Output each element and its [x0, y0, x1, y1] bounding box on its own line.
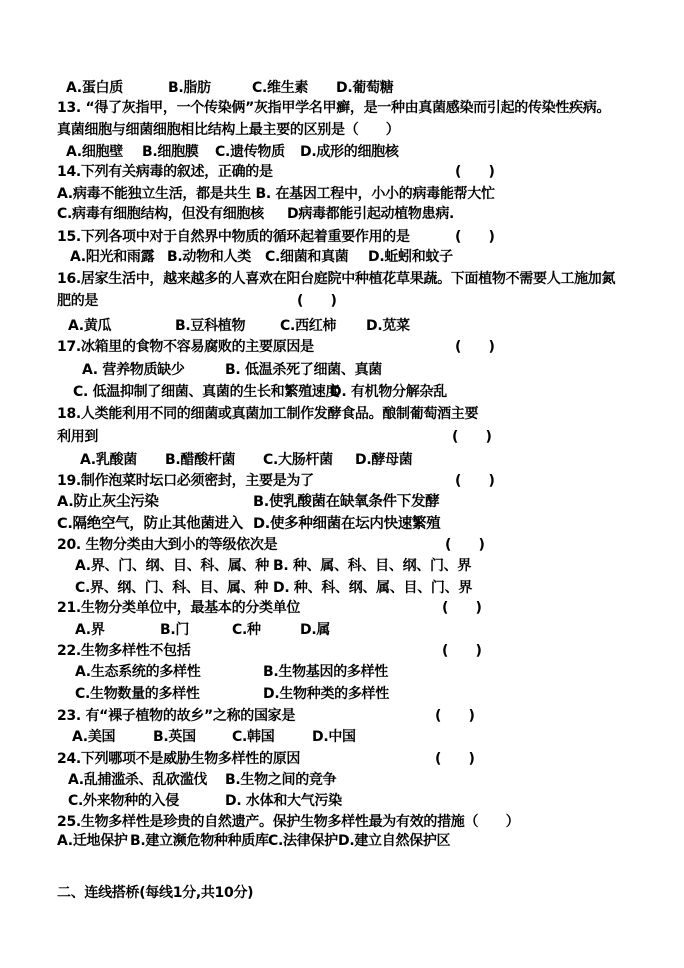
- option: A.防止灰尘污染: [57, 494, 159, 510]
- option: C.大肠杆菌: [263, 452, 333, 468]
- option: D. 种、科、纲、属、目、门、界: [273, 580, 473, 596]
- option: D.苋菜: [366, 318, 410, 334]
- option: B.动物和人类: [167, 249, 251, 265]
- answer-blank: ( ): [442, 643, 482, 659]
- answer-blank: ( ): [435, 708, 475, 724]
- question-stem: 17.冰箱里的食物不容易腐败的主要原因是: [57, 339, 314, 355]
- option: C.细菌和真菌: [265, 249, 349, 265]
- answer-blank: ( ): [452, 429, 492, 445]
- question-stem: 23. 有“裸子植物的故乡”之称的国家是: [57, 708, 296, 724]
- option: C.种: [232, 622, 261, 638]
- option: D.中国: [312, 729, 356, 745]
- option: A.病毒不能独立生活，都是共生 B. 在基因工程中，小小的病毒能帮大忙: [57, 186, 495, 202]
- option: B.建立濒危物种种质库: [130, 833, 269, 849]
- question-stem: 21.生物分类单位中，最基本的分类单位: [57, 600, 301, 616]
- question-stem: 16.居家生活中，越来越多的人喜欢在阳台庭院中种植花草果蔬。下面植物不需要人工施加氮: [57, 271, 616, 287]
- option: C.隔绝空气，防止其他菌进入: [57, 516, 243, 532]
- answer-blank: ( ): [455, 229, 495, 245]
- option: A.迁地保护: [57, 833, 128, 849]
- option: B.细胞膜: [142, 144, 199, 160]
- option: C.病毒有细胞结构，但没有细胞核: [57, 206, 264, 222]
- question-stem: 20. 生物分类由大到小的等级依次是: [57, 537, 278, 553]
- option: A.美国: [72, 729, 116, 745]
- option: D.建立自然保护区: [338, 833, 451, 849]
- question-stem: 肥的是: [57, 293, 99, 309]
- answer-blank: ( ): [455, 164, 495, 180]
- question-stem: 25.生物多样性是珍贵的自然遗产。保护生物多样性最为有效的措施（ ）: [57, 814, 520, 830]
- option: D病毒都能引起动植物患病.: [287, 206, 455, 222]
- option: C.界、纲、门、科、目、属、种: [75, 580, 269, 596]
- question-stem: 19.制作泡菜时坛口必须密封，主要是为了: [57, 473, 314, 489]
- option: D.葡萄糖: [336, 80, 394, 96]
- option: A.生态系统的多样性: [75, 664, 201, 680]
- answer-blank: ( ): [435, 751, 475, 767]
- option: B.生物基因的多样性: [263, 664, 388, 680]
- option: B.生物之间的竞争: [225, 772, 337, 788]
- option: D. 有机物分解杂乱: [330, 384, 447, 400]
- question-stem: 15.下列各项中对于自然界中物质的循环起着重要作用的是: [57, 229, 410, 245]
- option: B.门: [160, 622, 190, 638]
- section-heading: 二、连线搭桥(每线1分,共10分): [57, 885, 254, 901]
- option: A.细胞壁: [66, 144, 123, 160]
- answer-blank: ( ): [455, 339, 495, 355]
- option: C.韩国: [232, 729, 275, 745]
- option: D.生物种类的多样性: [263, 686, 389, 702]
- option: C.遗传物质: [215, 144, 285, 160]
- answer-blank: ( ): [445, 537, 485, 553]
- option: D.成形的细胞核: [300, 144, 399, 160]
- option: A.黄瓜: [68, 318, 112, 334]
- option: C.法律保护: [268, 833, 338, 849]
- option: B. 种、属、科、目、纲、门、界: [273, 558, 472, 574]
- option: A.界: [75, 622, 105, 638]
- option: C. 低温抑制了细菌、真菌的生长和繁殖速度: [73, 384, 340, 400]
- answer-blank: ( ): [297, 293, 337, 309]
- question-stem: 利用到: [57, 429, 99, 445]
- answer-blank: ( ): [455, 473, 495, 489]
- option: A.阳光和雨露: [70, 249, 155, 265]
- question-stem: 18.人类能利用不同的细菌或真菌加工制作发酵食品。酿制葡萄酒主要: [57, 406, 479, 422]
- option: A.乳酸菌: [80, 452, 137, 468]
- option: A.蛋白质: [66, 80, 123, 96]
- option: B. 低温杀死了细菌、真菌: [225, 362, 382, 378]
- option: D.使多种细菌在坛内快速繁殖: [253, 516, 441, 532]
- option: A.乱捕滥杀、乱砍滥伐: [68, 772, 208, 788]
- option: D.蚯蚓和蚊子: [368, 249, 453, 265]
- option: C.西红柿: [280, 318, 337, 334]
- option: B.使乳酸菌在缺氧条件下发酵: [253, 494, 440, 510]
- option: A. 营养物质缺少: [82, 362, 185, 378]
- question-stem: 22.生物多样性不包括: [57, 643, 191, 659]
- option: B.醋酸杆菌: [165, 452, 236, 468]
- option: B.脂肪: [168, 80, 211, 96]
- option: C.外来物种的入侵: [68, 793, 179, 809]
- option: B.豆科植物: [175, 318, 246, 334]
- question-stem: 24.下列哪项不是威胁生物多样性的原因: [57, 751, 301, 767]
- option: D.属: [300, 622, 331, 638]
- question-stem: 13. “得了灰指甲，一个传染俩”灰指甲学名甲癣，是一种由真菌感染而引起的传染性疾病。: [57, 100, 611, 116]
- option: B.英国: [153, 729, 196, 745]
- answer-blank: ( ): [442, 600, 482, 616]
- option: D.酵母菌: [355, 452, 413, 468]
- question-stem: 真菌细胞与细菌细胞相比结构上最主要的区别是（ ）: [57, 122, 400, 138]
- option: D. 水体和大气污染: [225, 793, 342, 809]
- option: C.生物数量的多样性: [75, 686, 200, 702]
- option: C.维生素: [252, 80, 309, 96]
- option: A.界、门、纲、目、科、属、种: [75, 558, 269, 574]
- question-stem: 14.下列有关病毒的叙述，正确的是: [57, 164, 273, 180]
